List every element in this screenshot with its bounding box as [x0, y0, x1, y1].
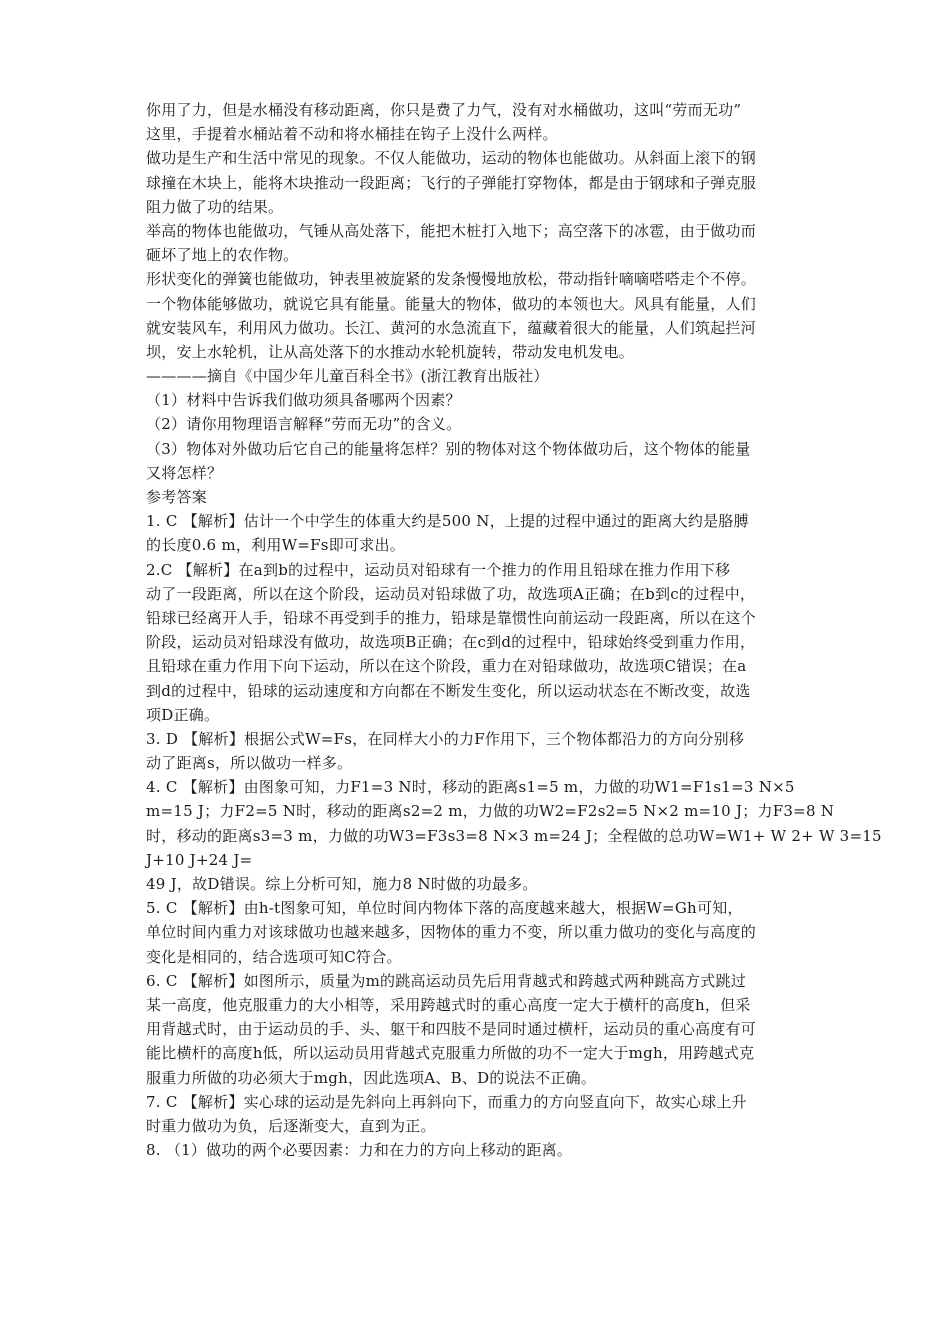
answer-2-cont: 铅球已经离开人手，铅球不再受到手的推力，铅球是靠惯性向前运动一段距离，所以在这个 [146, 608, 757, 627]
answer-2-cont: 到d的过程中，铅球的运动速度和方向都在不断发生变化，所以运动状态在不断改变，故选 [146, 681, 751, 700]
answer-6-cont: 用背越式时，由于运动员的手、头、躯干和四肢不是同时通过横杆，运动员的重心高度有可 [146, 1020, 757, 1039]
answer-2-cont: 动了一段距离，所以在这个阶段，运动员对铅球做了功，故选项A正确；在b到c的过程中， [146, 584, 756, 603]
answer-5-cont: 单位时间内重力对该球做功也越来越多，因物体的重力不变，所以重力做功的变化与高度的 [146, 923, 757, 942]
answer-6-cont: 服重力所做的功必须大于mgh，因此选项A、B、D的说法不正确。 [146, 1068, 597, 1087]
answer-4-cont: m=15 J；力F2=5 N时，移动的距离s2=2 m，力做的功W2=F2s2=5 N×2 m=10 J；力F3=8 N [146, 802, 835, 821]
answer-8: 8. （1）做功的两个必要因素：力和在力的方向上移动的距离。 [146, 1141, 573, 1160]
answer-3-cont: 动了距离s，所以做功一样多。 [146, 754, 353, 773]
question-1: （1）材料中告诉我们做功须具备哪两个因素？ [146, 391, 461, 410]
answer-4: 4. C 【解析】由图象可知，力F1=3 N时，移动的距离s1=5 m，力做的功W1=F1s1=3 N×5 [146, 778, 795, 797]
text-line: 你用了力，但是水桶没有移动距离，你只是费了力气，没有对水桶做功，这叫“劳而无功” [146, 101, 742, 119]
text-line: 就安装风车，利用风力做功。长江、黄河的水急流直下，蕴藏着很大的能量，人们筑起拦河 [146, 318, 757, 337]
text-line: 举高的物体也能做功，气锤从高处落下，能把木桩打入地下；高空落下的冰雹，由于做功而 [146, 221, 757, 240]
answer-7: 7. C 【解析】实心球的运动是先斜向上再斜向下，而重力的方向竖直向下，故实心球上升 [146, 1092, 747, 1111]
answer-1: 1. C 【解析】估计一个中学生的体重大约是500 N，上提的过程中通过的距离大约是胳膊 [146, 512, 749, 531]
text-line: 一个物体能够做功，就说它具有能量。能量大的物体，做功的本领也大。风具有能量，人们 [146, 294, 757, 313]
answers-heading: 参考答案 [146, 488, 208, 506]
source-citation: ————摘自《中国少年儿童百科全书》(浙江教育出版社） [146, 367, 549, 386]
answer-6: 6. C 【解析】如图所示，质量为m的跳高运动员先后用背越式和跨越式两种跳高方式跳过 [146, 971, 747, 990]
text-line: 做功是生产和生活中常见的现象。不仅人能做功，运动的物体也能做功。从斜面上滚下的钢 [146, 149, 757, 168]
answer-4-cont: 49 J，故D错误。综上分析可知，施力8 N时做的功最多。 [146, 875, 538, 893]
question-2: （2）请你用物理语言解释“劳而无功”的含义。 [146, 415, 462, 434]
question-3-cont: 又将怎样？ [146, 463, 223, 482]
answer-5-cont: 变化是相同的，结合选项可知C符合。 [146, 947, 402, 966]
text-line: 这里，手提着水桶站着不动和将水桶挂在钩子上没什么两样。 [146, 125, 558, 144]
answer-4-cont: J+10 J+24 J= [146, 850, 253, 869]
answer-6-cont: 某一高度，他克服重力的大小相等，采用跨越式时的重心高度一定大于横杆的高度h，但采 [146, 995, 751, 1014]
text-line: 阻力做了功的结果。 [146, 197, 284, 216]
text-line: 坝，安上水轮机，让从高处落下的水推动水轮机旋转，带动发电机发电。 [146, 342, 635, 361]
answer-3: 3. D 【解析】根据公式W=Fs，在同样大小的力F作用下，三个物体都沿力的方向分别移 [146, 729, 745, 748]
answer-2-cont: 项D正确。 [146, 705, 220, 724]
answer-2-cont: 且铅球在重力作用下向下运动，所以在这个阶段，重力在对铅球做功，故选项C错误；在a [146, 657, 747, 676]
document-body [146, 98, 882, 1162]
text-line: 球撞在木块上，能将木块推动一段距离；飞行的子弹能打穿物体，都是由于钢球和子弹克服 [146, 173, 757, 192]
answer-2: 2.C 【解析】在a到b的过程中，运动员对铅球有一个推力的作用且铅球在推力作用下移 [146, 560, 731, 579]
question-3: （3）物体对外做功后它自己的能量将怎样？别的物体对这个物体做功后，这个物体的能量 [146, 439, 751, 458]
text-line: 形状变化的弹簧也能做功，钟表里被旋紧的发条慢慢地放松，带动指针嘀嘀嗒嗒走个不停。 [146, 270, 757, 289]
answer-4-cont: 时，移动的距离s3=3 m，力做的功W3=F3s3=8 N×3 m=24 J；全程做的总功W=W1+ W 2+ W 3=15 [146, 826, 882, 845]
answer-2-cont: 阶段，运动员对铅球没有做功，故选项B正确；在c到d的过程中，铅球始终受到重力作用， [146, 633, 756, 652]
answer-6-cont: 能比横杆的高度h低，所以运动员用背越式克服重力所做的功不一定大于mgh，用跨越式克 [146, 1044, 755, 1063]
text-line: 砸坏了地上的农作物。 [146, 246, 299, 265]
answer-1-cont: 的长度0.6 m，利用W=Fs即可求出。 [146, 536, 405, 555]
answer-7-cont: 时重力做功为负，后逐渐变大，直到为正。 [146, 1116, 436, 1135]
answer-5: 5. C 【解析】由h-t图象可知，单位时间内物体下落的高度越来越大，根据W=Gh可知， [146, 899, 743, 918]
